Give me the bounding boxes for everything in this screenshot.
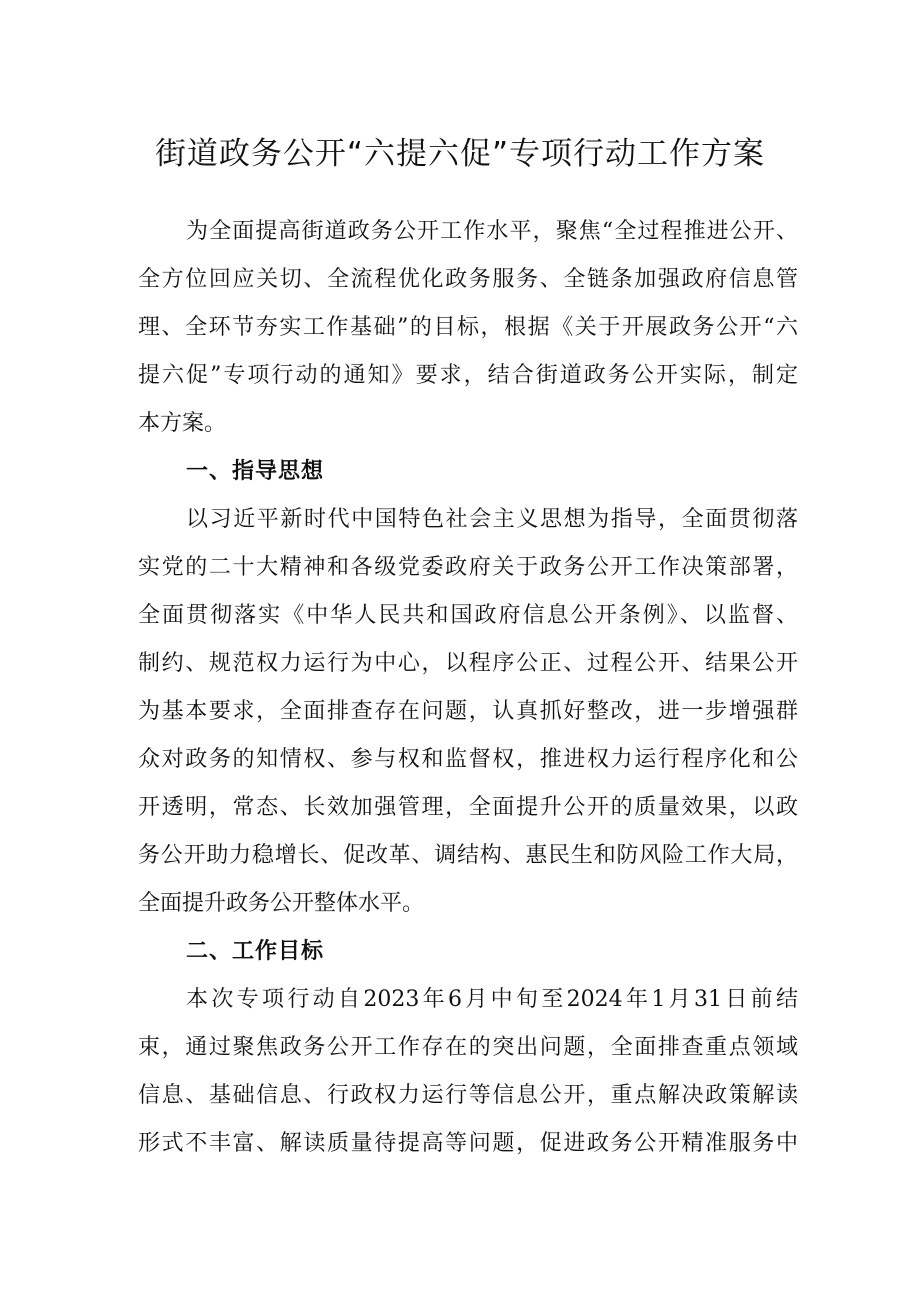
paragraph-line: 束，通过聚焦政务公开工作存在的突出问题，全面排查重点领域 (138, 1035, 798, 1060)
paragraph-line: 为基本要求，全面排查存在问题，认真抓好整改，进一步增强群 (138, 699, 798, 724)
paragraph-line: 全面贯彻落实《中华人民共和国政府信息公开条例》、以监督、 (138, 603, 798, 628)
paragraph-line: 务公开助力稳增长、促改革、调结构、惠民生和防风险工作大局， (138, 843, 798, 868)
section-heading-work-goals: 二、工作目标 (186, 939, 325, 964)
section-heading-guiding-ideology: 一、指导思想 (186, 459, 325, 484)
paragraph-line: 全方位回应关切、全流程优化政务服务、全链条加强政府信息管 (138, 267, 798, 292)
paragraph-line: 全面提升政务公开整体水平。 (138, 891, 425, 916)
paragraph-line: 开透明，常态、长效加强管理，全面提升公开的质量效果，以政 (138, 795, 798, 820)
paragraph-line: 以习近平新时代中国特色社会主义思想为指导，全面贯彻落 (186, 507, 798, 532)
paragraph-line: 理、全环节夯实工作基础”的目标，根据《关于开展政务公开“六 (138, 315, 798, 340)
paragraph-line: 提六促”专项行动的通知》要求，结合街道政务公开实际，制定 (138, 363, 798, 388)
paragraph-line: 实党的二十大精神和各级党委政府关于政务公开工作决策部署， (138, 555, 798, 580)
paragraph-line: 本次专项行动自2023年6月中旬至2024年1月31日前结 (186, 987, 798, 1012)
paragraph-line: 为全面提高街道政务公开工作水平，聚焦“全过程推进公开、 (186, 219, 798, 244)
paragraph-line: 形式不丰富、解读质量待提高等问题，促进政务公开精准服务中 (138, 1131, 798, 1156)
paragraph-line: 众对政务的知情权、参与权和监督权，推进权力运行程序化和公 (138, 747, 798, 772)
paragraph-line: 信息、基础信息、行政权力运行等信息公开，重点解决政策解读 (138, 1083, 798, 1108)
paragraph-line: 制约、规范权力运行为中心，以程序公正、过程公开、结果公开 (138, 651, 798, 676)
document-title: 街道政务公开“六提六促”专项行动工作方案 (154, 136, 766, 172)
paragraph-line: 本方案。 (138, 411, 227, 436)
